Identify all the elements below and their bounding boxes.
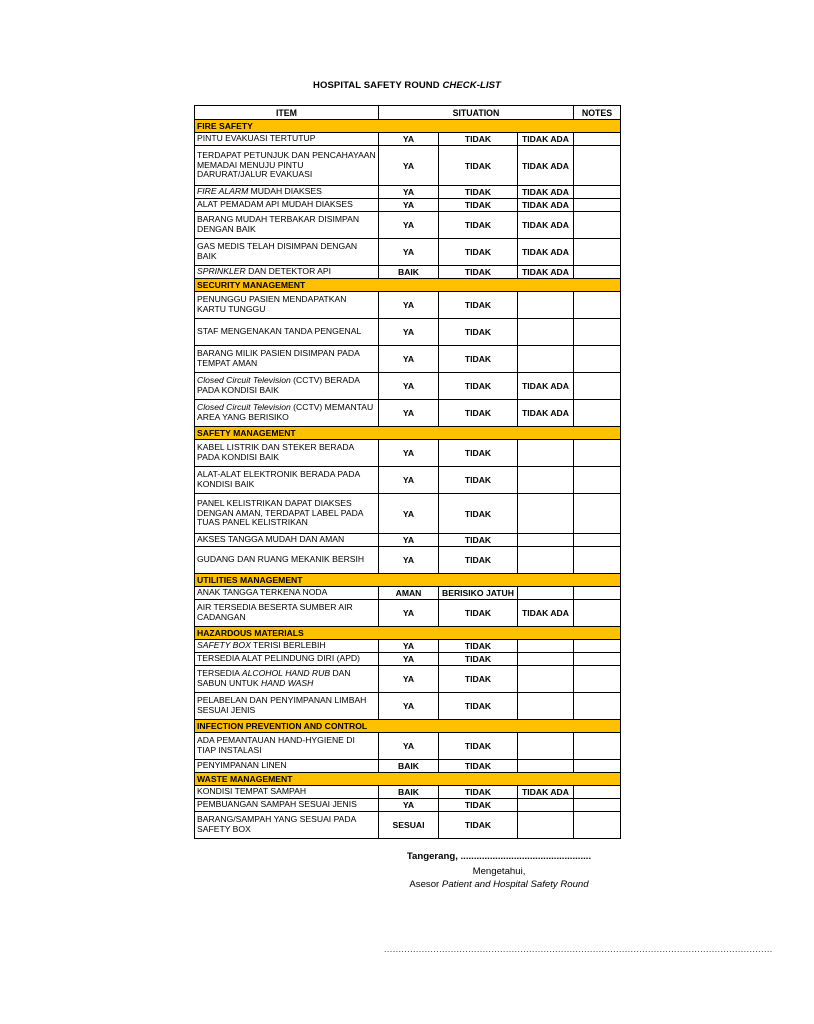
option-3 (518, 812, 574, 839)
notes-cell[interactable] (574, 547, 621, 574)
notes-cell[interactable] (574, 400, 621, 427)
option-3 (518, 494, 574, 534)
item-cell (195, 239, 379, 266)
option-3 (518, 534, 574, 547)
option-2: TIDAK (439, 440, 518, 467)
item-text-italic: SAFETY BOX (197, 640, 251, 651)
option-2: TIDAK (439, 292, 518, 319)
item-cell (195, 146, 379, 186)
table-row (195, 534, 621, 547)
option-1: YA (379, 494, 439, 534)
item-text: ADA PEMANTAUAN HAND-HYGIENE DI TIAP INSTALASI (197, 735, 355, 755)
item-text-italic: Closed Circuit Television (197, 375, 291, 386)
option-1: YA (379, 133, 439, 146)
item-cell (195, 212, 379, 239)
option-1: YA (379, 319, 439, 346)
notes-cell[interactable] (574, 212, 621, 239)
notes-cell[interactable] (574, 319, 621, 346)
table-row (195, 812, 621, 839)
item-cell (195, 467, 379, 494)
option-2: TIDAK (439, 146, 518, 186)
item-cell (195, 346, 379, 373)
table-row (195, 786, 621, 799)
option-1: YA (379, 799, 439, 812)
option-1: BAIK (379, 266, 439, 279)
option-3 (518, 653, 574, 666)
option-3 (518, 693, 574, 720)
item-text: PENUNGGU PASIEN MENDAPATKAN KARTU TUNGGU (197, 294, 347, 314)
option-2: TIDAK (439, 186, 518, 199)
checklist-body (195, 120, 621, 839)
option-3 (518, 292, 574, 319)
option-3 (518, 587, 574, 600)
option-1: YA (379, 186, 439, 199)
option-3: TIDAK ADA (518, 186, 574, 199)
signature-role-prefix: Asesor (409, 879, 442, 890)
notes-cell[interactable] (574, 786, 621, 799)
item-cell (195, 133, 379, 146)
option-3: TIDAK ADA (518, 199, 574, 212)
item-cell (195, 266, 379, 279)
notes-cell[interactable] (574, 653, 621, 666)
table-row (195, 440, 621, 467)
option-3: TIDAK ADA (518, 786, 574, 799)
option-2: TIDAK (439, 467, 518, 494)
table-row (195, 292, 621, 319)
option-2: TIDAK (439, 600, 518, 627)
section-title: HAZARDOUS MATERIALS (195, 627, 621, 640)
option-3 (518, 760, 574, 773)
section-row (195, 773, 621, 786)
option-3: TIDAK ADA (518, 133, 574, 146)
item-text: ALAT PEMADAM API MUDAH DIAKSES (197, 199, 353, 210)
option-2: TIDAK (439, 199, 518, 212)
item-cell (195, 666, 379, 693)
notes-cell[interactable] (574, 799, 621, 812)
item-text: MUDAH DIAKSES (248, 186, 322, 197)
header-situation: SITUATION (379, 106, 574, 120)
item-text: (CCTV) MEMANTAU AREA YANG BERISIKO (197, 402, 374, 422)
item-cell (195, 319, 379, 346)
option-2: TIDAK (439, 494, 518, 534)
option-2: TIDAK (439, 693, 518, 720)
title-normal: HOSPITAL SAFETY ROUND (313, 80, 443, 91)
option-1: BAIK (379, 786, 439, 799)
item-text-italic: Closed Circuit Television (197, 402, 291, 413)
option-2: TIDAK (439, 760, 518, 773)
option-2: TIDAK (439, 534, 518, 547)
header-row (195, 106, 621, 120)
signature-role (384, 879, 614, 890)
option-3: TIDAK ADA (518, 146, 574, 186)
option-2: TIDAK (439, 666, 518, 693)
notes-cell[interactable] (574, 440, 621, 467)
table-row (195, 640, 621, 653)
option-1: YA (379, 600, 439, 627)
option-3 (518, 440, 574, 467)
option-2: TIDAK (439, 133, 518, 146)
option-1: YA (379, 400, 439, 427)
table-row (195, 212, 621, 239)
option-3: TIDAK ADA (518, 600, 574, 627)
notes-cell[interactable] (574, 239, 621, 266)
item-text: KONDISI TEMPAT SAMPAH (197, 786, 307, 797)
notes-cell[interactable] (574, 373, 621, 400)
option-1: YA (379, 373, 439, 400)
option-2: TIDAK (439, 400, 518, 427)
item-cell (195, 640, 379, 653)
option-2: TIDAK (439, 547, 518, 574)
item-cell (195, 733, 379, 760)
item-cell (195, 199, 379, 212)
item-cell (195, 547, 379, 574)
option-2: TIDAK (439, 212, 518, 239)
option-2: TIDAK (439, 373, 518, 400)
checklist-table (194, 105, 621, 839)
section-title: WASTE MANAGEMENT (195, 773, 621, 786)
table-row (195, 346, 621, 373)
table-row (195, 733, 621, 760)
option-1: SESUAI (379, 812, 439, 839)
notes-cell[interactable] (574, 760, 621, 773)
option-3 (518, 733, 574, 760)
option-1: YA (379, 653, 439, 666)
item-cell (195, 373, 379, 400)
table-row (195, 373, 621, 400)
option-2: TIDAK (439, 786, 518, 799)
item-text: TERSEDIA ALAT PELINDUNG DIRI (APD) (197, 653, 360, 664)
notes-cell[interactable] (574, 346, 621, 373)
option-3: TIDAK ADA (518, 373, 574, 400)
notes-cell[interactable] (574, 266, 621, 279)
section-title: FIRE SAFETY (195, 120, 621, 133)
section-row (195, 627, 621, 640)
table-row (195, 547, 621, 574)
signature-role-italic: Patient and Hospital Safety Round (441, 879, 589, 890)
item-cell (195, 587, 379, 600)
option-2: BERISIKO JATUH (439, 587, 518, 600)
section-row (195, 427, 621, 440)
item-text: KABEL LISTRIK DAN STEKER BERADA PADA KONDISI BAIK (197, 442, 354, 462)
notes-cell[interactable] (574, 146, 621, 186)
item-text: ANAK TANGGA TERKENA NODA (197, 587, 328, 598)
item-cell (195, 653, 379, 666)
item-cell (195, 494, 379, 534)
notes-cell[interactable] (574, 494, 621, 534)
option-2: TIDAK (439, 653, 518, 666)
option-3 (518, 799, 574, 812)
notes-cell[interactable] (574, 587, 621, 600)
option-3 (518, 640, 574, 653)
item-text: PINTU EVAKUASI TERTUTUP (197, 133, 316, 144)
table-row (195, 799, 621, 812)
header-notes: NOTES (574, 106, 621, 120)
option-1: YA (379, 693, 439, 720)
option-3: TIDAK ADA (518, 239, 574, 266)
option-2: TIDAK (439, 799, 518, 812)
title-italic: CHECK-LIST (442, 80, 501, 91)
option-2: TIDAK (439, 239, 518, 266)
section-row (195, 574, 621, 587)
notes-cell[interactable] (574, 812, 621, 839)
option-3: TIDAK ADA (518, 212, 574, 239)
option-3: TIDAK ADA (518, 400, 574, 427)
table-row (195, 186, 621, 199)
notes-cell[interactable] (574, 186, 621, 199)
option-1: YA (379, 547, 439, 574)
item-text-italic: ALCOHOL HAND RUB (241, 668, 331, 679)
signature-line: ...................................................................................................................................... (384, 944, 773, 954)
section-title: INFECTION PREVENTION AND CONTROL (195, 720, 621, 733)
item-text: GAS MEDIS TELAH DISIMPAN DENGAN BAIK (197, 241, 358, 261)
option-1: YA (379, 292, 439, 319)
notes-cell[interactable] (574, 199, 621, 212)
item-text: TERSEDIA (197, 668, 242, 679)
notes-cell[interactable] (574, 133, 621, 146)
item-text: BARANG MILIK PASIEN DISIMPAN PADA TEMPAT AMAN (197, 348, 360, 368)
notes-cell[interactable] (574, 693, 621, 720)
section-title: SECURITY MANAGEMENT (195, 279, 621, 292)
item-text: BARANG/SAMPAH YANG SESUAI PADA SAFETY BOX (197, 814, 356, 834)
signature-place-date: Tangerang, ................................................. (406, 851, 592, 862)
table-row (195, 494, 621, 534)
section-row (195, 279, 621, 292)
item-cell (195, 600, 379, 627)
option-1: YA (379, 346, 439, 373)
option-1: YA (379, 199, 439, 212)
item-text: TERDAPAT PETUNJUK DAN PENCAHAYAAN MEMADAI MENUJU PINTU DARURAT/JALUR EVAKUASI (197, 150, 376, 180)
option-1: YA (379, 534, 439, 547)
item-text-italic: HAND WASH (260, 678, 314, 688)
item-text: PENYIMPANAN LINEN (197, 760, 287, 771)
section-row (195, 720, 621, 733)
table-row (195, 319, 621, 346)
item-text: AKSES TANGGA MUDAH DAN AMAN (197, 534, 345, 545)
signature-acknowledged: Mengetahui, (472, 866, 526, 877)
item-text: PELABELAN DAN PENYIMPANAN LIMBAH SESUAI JENIS (197, 695, 367, 715)
table-row (195, 760, 621, 773)
item-cell (195, 186, 379, 199)
option-1: YA (379, 440, 439, 467)
notes-cell[interactable] (574, 534, 621, 547)
header-item: ITEM (195, 106, 379, 120)
option-1: YA (379, 733, 439, 760)
item-cell (195, 799, 379, 812)
table-row (195, 587, 621, 600)
section-title: UTILITIES MANAGEMENT (195, 574, 621, 587)
notes-cell[interactable] (574, 733, 621, 760)
item-text: (CCTV) BERADA PADA KONDISI BAIK (197, 375, 360, 395)
option-3: TIDAK ADA (518, 266, 574, 279)
option-3 (518, 467, 574, 494)
option-1: BAIK (379, 760, 439, 773)
option-2: TIDAK (439, 812, 518, 839)
item-cell (195, 786, 379, 799)
option-3 (518, 547, 574, 574)
option-2: TIDAK (439, 319, 518, 346)
option-1: YA (379, 146, 439, 186)
item-cell (195, 812, 379, 839)
item-text: STAF MENGENAKAN TANDA PENGENAL (197, 326, 362, 337)
table-row (195, 467, 621, 494)
item-cell (195, 534, 379, 547)
table-row (195, 239, 621, 266)
item-text: PANEL KELISTRIKAN DAPAT DIAKSES DENGAN AMAN, TERDAPAT LABEL PADA TUAS PANEL KELISTRIKAN (197, 498, 364, 528)
option-2: TIDAK (439, 266, 518, 279)
item-text: ALAT-ALAT ELEKTRONIK BERADA PADA KONDISI BAIK (197, 469, 360, 489)
option-2: TIDAK (439, 346, 518, 373)
option-3 (518, 666, 574, 693)
table-row (195, 600, 621, 627)
item-text: BARANG MUDAH TERBAKAR DISIMPAN DENGAN BAIK (197, 214, 360, 234)
option-1: YA (379, 467, 439, 494)
item-text-italic: SPRINKLER (197, 266, 246, 277)
item-cell (195, 693, 379, 720)
option-3 (518, 346, 574, 373)
table-row (195, 146, 621, 186)
item-cell (195, 400, 379, 427)
item-text: GUDANG DAN RUANG MEKANIK BERSIH (197, 554, 365, 565)
option-1: YA (379, 666, 439, 693)
option-2: TIDAK (439, 733, 518, 760)
table-row (195, 400, 621, 427)
notes-cell[interactable] (574, 467, 621, 494)
section-row (195, 120, 621, 133)
option-1: YA (379, 212, 439, 239)
table-row (195, 653, 621, 666)
option-1: YA (379, 640, 439, 653)
notes-cell[interactable] (574, 292, 621, 319)
table-row (195, 266, 621, 279)
option-3 (518, 319, 574, 346)
table-row (195, 693, 621, 720)
table-row (195, 666, 621, 693)
table-row (195, 133, 621, 146)
section-title: SAFETY MANAGEMENT (195, 427, 621, 440)
item-cell (195, 440, 379, 467)
item-text-italic: FIRE ALARM (197, 186, 249, 197)
option-1: YA (379, 239, 439, 266)
option-1: AMAN (379, 587, 439, 600)
table-row (195, 199, 621, 212)
option-2: TIDAK (439, 640, 518, 653)
notes-cell[interactable] (574, 600, 621, 627)
item-text: PEMBUANGAN SAMPAH SESUAI JENIS (197, 799, 357, 810)
item-text: TERISI BERLEBIH (250, 640, 326, 651)
item-cell (195, 760, 379, 773)
page-title (0, 80, 814, 91)
item-text: DAN DETEKTOR API (245, 266, 332, 277)
item-text: DAN SABUN UNTUK (197, 668, 351, 688)
item-cell (195, 292, 379, 319)
notes-cell[interactable] (574, 666, 621, 693)
item-text: AIR TERSEDIA BESERTA SUMBER AIR CADANGAN (197, 602, 353, 622)
notes-cell[interactable] (574, 640, 621, 653)
